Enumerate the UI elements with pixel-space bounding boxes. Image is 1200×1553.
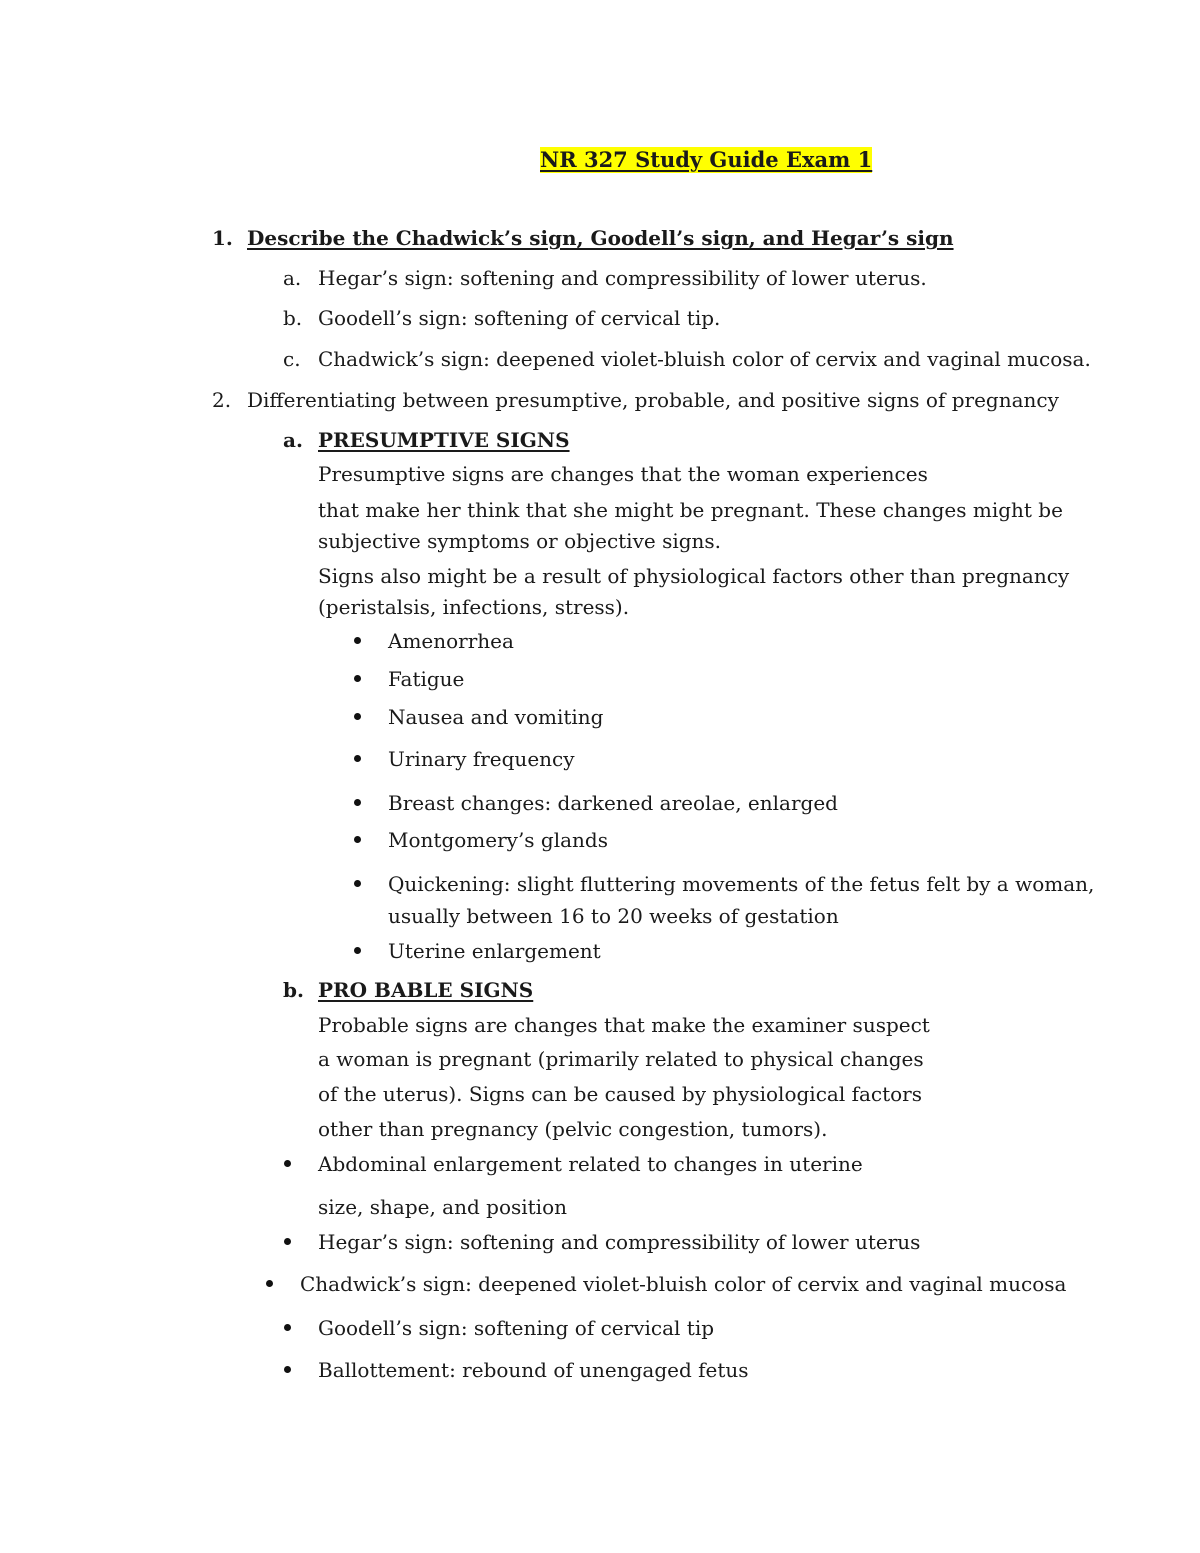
probable-bullet: Abdominal enlargement related to changes in uterine xyxy=(318,1152,863,1176)
bullet-icon xyxy=(354,880,361,887)
presumptive-paragraph-line: (peristalsis, infections, stress). xyxy=(318,595,630,619)
page-title: NR 327 Study Guide Exam 1 xyxy=(540,147,873,172)
bullet-icon xyxy=(354,713,361,720)
probable-heading: PRO BABLE SIGNS xyxy=(318,978,534,1002)
presumptive-bullet: Nausea and vomiting xyxy=(388,705,604,729)
bullet-icon xyxy=(354,836,361,843)
probable-paragraph-line: of the uterus). Signs can be caused by physiological factors xyxy=(318,1082,923,1106)
presumptive-paragraph-line: subjective symptoms or objective signs. xyxy=(318,529,722,553)
probable-marker: b. xyxy=(283,978,304,1002)
q1-heading: Describe the Chadwick’s sign, Goodell’s sign, and Hegar’s sign xyxy=(247,226,954,250)
presumptive-bullet: Amenorrhea xyxy=(388,629,514,653)
probable-bullet: Ballottement: rebound of unengaged fetus xyxy=(318,1358,749,1382)
bullet-icon xyxy=(354,947,361,954)
probable-bullet: Goodell’s sign: softening of cervical tip xyxy=(318,1316,715,1340)
bullet-icon xyxy=(354,755,361,762)
presumptive-paragraph-line: Signs also might be a result of physiological factors other than pregnancy xyxy=(318,564,1070,588)
presumptive-paragraph-line: Presumptive signs are changes that the woman experiences xyxy=(318,462,928,486)
presumptive-bullet: Fatigue xyxy=(388,667,465,691)
q1-item-a-marker: a. xyxy=(283,266,302,290)
presumptive-bullet-continuation: usually between 16 to 20 weeks of gestation xyxy=(388,904,839,928)
bullet-icon xyxy=(284,1160,291,1167)
probable-paragraph-line: Probable signs are changes that make the examiner suspect xyxy=(318,1013,930,1037)
bullet-icon xyxy=(284,1324,291,1331)
bullet-icon xyxy=(354,675,361,682)
q1-number: 1. xyxy=(212,226,233,250)
presumptive-paragraph-line: that make her think that she might be pregnant. These changes might be xyxy=(318,498,1063,522)
presumptive-bullet: Breast changes: darkened areolae, enlarged xyxy=(388,791,838,815)
q2-heading: Differentiating between presumptive, probable, and positive signs of pregnancy xyxy=(247,388,1059,412)
bullet-icon xyxy=(266,1280,273,1287)
q2-number: 2. xyxy=(212,388,232,412)
title-trailing-underline xyxy=(831,147,849,173)
bullet-icon xyxy=(354,637,361,644)
bullet-icon xyxy=(284,1238,291,1245)
q1-item-b: Goodell’s sign: softening of cervical tip. xyxy=(318,306,721,330)
probable-paragraph-line: a woman is pregnant (primarily related to physical changes xyxy=(318,1047,924,1071)
q1-item-b-marker: b. xyxy=(283,306,303,330)
probable-bullet: Hegar’s sign: softening and compressibility of lower uterus xyxy=(318,1230,921,1254)
bullet-icon xyxy=(354,799,361,806)
presumptive-bullet: Uterine enlargement xyxy=(388,939,601,963)
probable-paragraph-line: other than pregnancy (pelvic congestion, tumors). xyxy=(318,1117,828,1141)
bullet-icon xyxy=(284,1366,291,1373)
q1-item-c-marker: c. xyxy=(283,347,301,371)
probable-bullet-continuation: size, shape, and position xyxy=(318,1195,567,1219)
q1-item-a: Hegar’s sign: softening and compressibility of lower uterus. xyxy=(318,266,927,290)
presumptive-bullet: Quickening: slight fluttering movements of the fetus felt by a woman, xyxy=(388,872,1095,896)
presumptive-marker: a. xyxy=(283,428,303,452)
q1-item-c: Chadwick’s sign: deepened violet-bluish color of cervix and vaginal mucosa. xyxy=(318,347,1091,371)
presumptive-bullet: Urinary frequency xyxy=(388,747,575,771)
presumptive-bullet: Montgomery’s glands xyxy=(388,828,608,852)
probable-bullet: Chadwick’s sign: deepened violet-bluish color of cervix and vaginal mucosa xyxy=(300,1272,1067,1296)
presumptive-heading: PRESUMPTIVE SIGNS xyxy=(318,428,570,452)
